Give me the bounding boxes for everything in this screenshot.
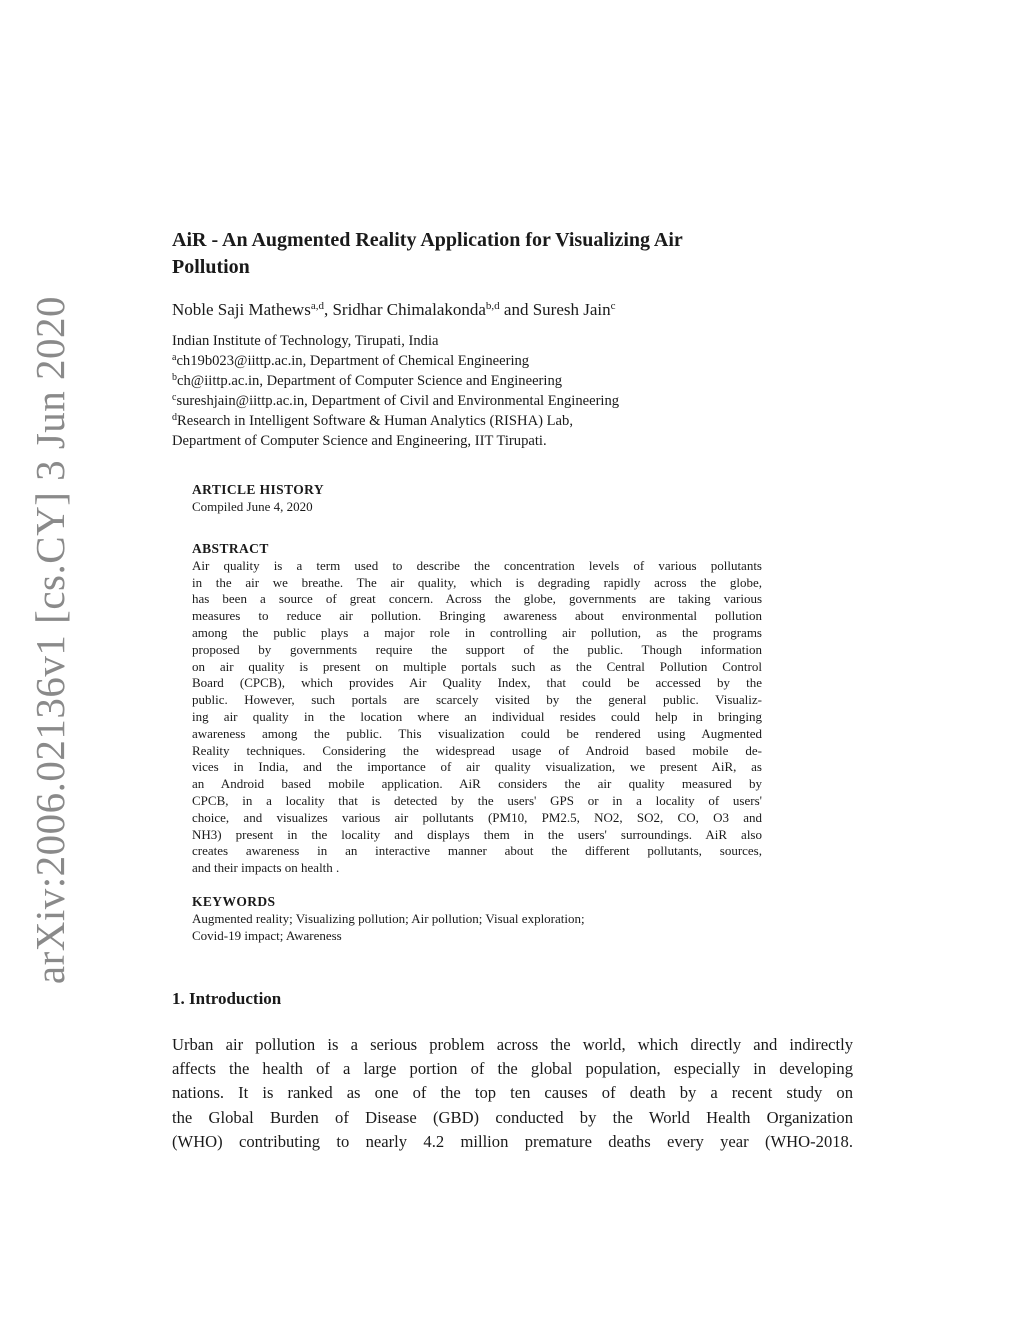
abstract-line: measures to reduce air pollution. Bringing awareness about environmental pollution	[192, 608, 762, 624]
author-affiliation-mark: b,d	[485, 300, 500, 312]
abstract-line: creates awareness in an interactive manner about the different pollutants, sources,	[192, 843, 762, 859]
abstract-line: awareness among the public. This visualization could be rendered using Augmented	[192, 725, 762, 741]
author-name: Noble Saji Mathews	[172, 300, 311, 319]
abstract-line: ing air quality in the location where an individual resides could help in bringing	[192, 708, 762, 724]
abstract-line: Reality techniques. Considering the widespread usage of Android based mobile de-	[192, 742, 762, 758]
abstract-line: choice, and visualizes various air pollutants (PM10, PM2.5, NO2, SO2, CO, O3 and	[192, 809, 762, 825]
abstract-line: on air quality is present on multiple portals such as the Central Pollution Control	[192, 658, 762, 674]
affiliation-text: ch19b023@iittp.ac.in, Department of Chemical Engineering	[176, 353, 530, 369]
keywords-line-1: Augmented reality; Visualizing pollution; Air pollution; Visual exploration;	[192, 910, 585, 926]
abstract-line: public. However, such portals are scarcely visited by the general public. Visualiz-	[192, 692, 762, 708]
abstract-line: Board (CPCB), which provides Air Quality Index, that could be accessed by the	[192, 675, 762, 691]
abstract-heading: ABSTRACT	[192, 541, 269, 556]
abstract-line: Air quality is a term used to describe the concentration levels of various pollutants	[192, 557, 762, 573]
affiliation-line-last: Department of Computer Science and Engineering, IIT Tirupati.	[172, 433, 547, 449]
affiliation-text: sureshjain@iittp.ac.in, Department of Civil and Environmental Engineering	[176, 393, 620, 409]
author-affiliation-mark: c	[610, 300, 616, 312]
abstract-line: CPCB, in a locality that is detected by the users' GPS or in a locality of users'	[192, 792, 762, 808]
abstract-block	[192, 541, 762, 877]
affiliation-line	[172, 351, 832, 371]
author-list	[172, 298, 832, 322]
introduction-line: (WHO) contributing to nearly 4.2 million premature deaths every year (WHO-2018.	[172, 1131, 853, 1151]
abstract-line: has been a source of great concern. Across the globe, governments are taking various	[192, 591, 762, 607]
abstract-line: proposed by governments require the support of the public. Though information	[192, 641, 762, 657]
arxiv-identifier-stamp: arXiv:2006.02136v1 [cs.CY] 3 Jun 2020	[27, 295, 73, 985]
abstract-line: among the public plays a major role in controlling air pollution, as the programs	[192, 624, 762, 640]
institute-line: Indian Institute of Technology, Tirupati, India	[172, 333, 439, 349]
abstract-line: and their impacts on health .	[192, 860, 340, 876]
abstract-line: vices in India, and the importance of air quality visualization, we present AiR, as	[192, 759, 762, 775]
affiliation-text: ch@iittp.ac.in, Department of Computer Science and Engineering	[177, 373, 563, 389]
abstract-line: an Android based mobile application. AiR considers the air quality measured by	[192, 776, 762, 792]
introduction-line: the Global Burden of Disease (GBD) conducted by the World Health Organization	[172, 1107, 853, 1127]
abstract-line: NH3) present in the locality and displays them in the users' surroundings. AiR also	[192, 826, 762, 842]
keywords-block	[192, 894, 762, 944]
affiliations	[172, 331, 832, 451]
author-separator: and	[499, 300, 533, 319]
introduction-line: affects the health of a large portion of the global population, especially in developing	[172, 1059, 853, 1079]
affiliation-line	[172, 371, 832, 391]
keywords-heading: KEYWORDS	[192, 894, 276, 909]
article-history-heading: ARTICLE HISTORY	[192, 482, 324, 497]
introduction-line: Urban air pollution is a serious problem across the world, which directly and indirectly	[172, 1035, 853, 1054]
article-history	[192, 482, 762, 516]
affiliation-line	[172, 391, 832, 411]
affiliation-mark: c	[172, 392, 177, 403]
author-affiliation-mark: a,d	[310, 300, 324, 312]
affiliation-text: Research in Intelligent Software & Human Analytics (RISHA) Lab,	[177, 413, 573, 429]
introduction-line: nations. It is ranked as one of the top ten causes of death by a recent study on	[172, 1083, 853, 1103]
keywords-line-2: Covid-19 impact; Awareness	[192, 927, 342, 943]
abstract-line: in the air we breathe. The air quality, which is degrading rapidly across the globe,	[192, 574, 762, 590]
abstract-text	[192, 558, 762, 877]
title-line-1: AiR - An Augmented Reality Application for Visualizing Air	[172, 229, 683, 251]
affiliation-mark: b	[172, 372, 177, 383]
paper-title	[172, 227, 832, 281]
introduction-paragraph	[172, 1033, 853, 1154]
compiled-date: Compiled June 4, 2020	[192, 498, 313, 514]
affiliation-line	[172, 411, 832, 431]
title-line-2: Pollution	[172, 256, 250, 278]
section-heading: 1. Introduction	[172, 989, 282, 1008]
author-name: Suresh Jain	[532, 300, 611, 319]
author-separator: ,	[323, 300, 333, 319]
affiliation-mark: d	[172, 412, 177, 423]
author-name: Sridhar Chimalakonda	[332, 300, 486, 319]
affiliation-mark: a	[172, 352, 177, 363]
